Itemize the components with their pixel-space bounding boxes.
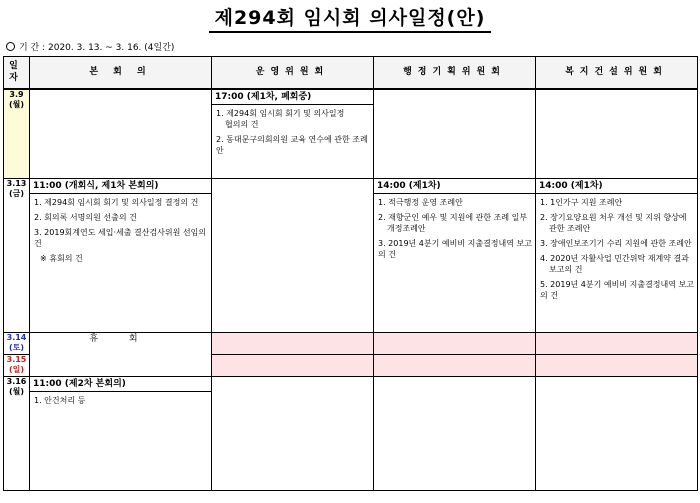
agenda-item: 5. 2019년 4분기 예비비 지출결정내역 보고의 건 — [540, 280, 694, 300]
title-wrap — [0, 6, 700, 33]
row-3-13 — [4, 179, 698, 333]
date-value: 3.9 — [9, 89, 24, 99]
agenda-item: 1. 적극행정 운영 조례안 — [378, 198, 463, 207]
admin-cell-3-16 — [374, 377, 536, 491]
day-of-week: (월) — [8, 387, 25, 396]
page-title: 제294회 임시회 의사일정(안) — [209, 6, 492, 33]
agenda-note: ※ 휴회의 건 — [40, 254, 83, 263]
welfare-cell-3-14 — [536, 333, 698, 355]
agenda-item: 2. 동대문구의회의원 교육 연수에 관한 조례안 — [216, 134, 368, 155]
header-welfare: 복지건설위원회 — [536, 57, 698, 89]
row-3-9 — [4, 89, 698, 179]
row-3-14 — [4, 333, 698, 355]
operations-cell-3-14 — [212, 333, 374, 355]
header-plenary: 본 회 의 — [30, 57, 212, 89]
schedule-table — [3, 56, 698, 491]
session-head: 14:00 (제1차) — [536, 179, 697, 194]
session-head: 11:00 (제2차 본회의) — [30, 377, 211, 392]
agenda-item: 1. 안건처리 등 — [34, 396, 86, 405]
date-value: 3.16 — [6, 377, 27, 386]
agenda-item: 2. 재향군인 예우 및 지원에 관한 조례 일부 개정조례안 — [378, 213, 528, 233]
date-cell-3-9 — [4, 89, 30, 179]
agenda-item: 2. 장기요양요원 처우 개선 및 지위 향상에 관한 조례안 — [540, 213, 687, 233]
date-cell-3-15 — [4, 355, 30, 377]
date-cell-3-16 — [4, 377, 30, 491]
admin-cell-3-13 — [374, 179, 536, 333]
date-value: 3.15 — [6, 355, 27, 364]
agenda-item: 4. 2020년 자활사업 민간위탁 재계약 결과 보고의 건 — [540, 254, 689, 274]
session-head: 11:00 (개회식, 제1차 본회의) — [30, 179, 211, 194]
header-row — [4, 57, 698, 89]
operations-cell-3-13 — [212, 179, 374, 333]
date-cell-3-13 — [4, 179, 30, 333]
recess-cell: 휴 회 — [30, 333, 212, 377]
day-of-week: (일) — [8, 365, 25, 374]
plenary-cell-3-16 — [30, 377, 212, 491]
operations-cell-3-15 — [212, 355, 374, 377]
row-3-16 — [4, 377, 698, 491]
session-head: 14:00 (제1차) — [374, 179, 535, 194]
agenda-item: 2. 회의록 서명의원 선출의 건 — [34, 213, 137, 222]
day-of-week: (토) — [8, 343, 25, 352]
header-operations: 운영위원회 — [212, 57, 374, 89]
session-head: 17:00 (제1차, 폐회중) — [212, 90, 373, 105]
date-cell-3-14 — [4, 333, 30, 355]
header-admin: 행정기획위원회 — [374, 57, 536, 89]
day-of-week: (금) — [8, 189, 25, 198]
welfare-cell-3-9 — [536, 89, 698, 179]
agenda-item: 1. 1인가구 지원 조례안 — [540, 198, 623, 207]
day-of-week: (월) — [8, 99, 25, 109]
date-value: 3.13 — [6, 179, 27, 188]
plenary-cell-3-13 — [30, 179, 212, 333]
agenda-item: 3. 장애인보조기기 수리 지원에 관한 조례안 — [540, 239, 692, 248]
period-text: 기 간 : 2020. 3. 13. ~ 3. 16. (4일간) — [19, 43, 175, 53]
operations-cell-3-9 — [212, 89, 374, 179]
date-value: 3.14 — [6, 333, 27, 342]
welfare-cell-3-15 — [536, 355, 698, 377]
welfare-cell-3-13 — [536, 179, 698, 333]
agenda-item: 3. 2019년 4분기 예비비 지출결정내역 보고의 건 — [378, 239, 532, 259]
admin-cell-3-15 — [374, 355, 536, 377]
header-date: 일자 — [4, 57, 30, 89]
operations-cell-3-16 — [212, 377, 374, 491]
period-line — [6, 40, 174, 53]
admin-cell-3-9 — [374, 89, 536, 179]
agenda-item: 1. 제294회 임시회 회기 및 의사일정 결정의 건 — [34, 198, 199, 207]
circle-bullet-icon — [6, 42, 15, 51]
agenda-item: 3. 2019회계연도 세입·세출 결산검사위원 선임의 건 — [34, 228, 207, 248]
admin-cell-3-14 — [374, 333, 536, 355]
welfare-cell-3-16 — [536, 377, 698, 491]
plenary-cell-3-9 — [30, 89, 212, 179]
agenda-item: 1. 제294회 임시회 회기 및 의사일정 협의의 건 — [216, 108, 345, 129]
